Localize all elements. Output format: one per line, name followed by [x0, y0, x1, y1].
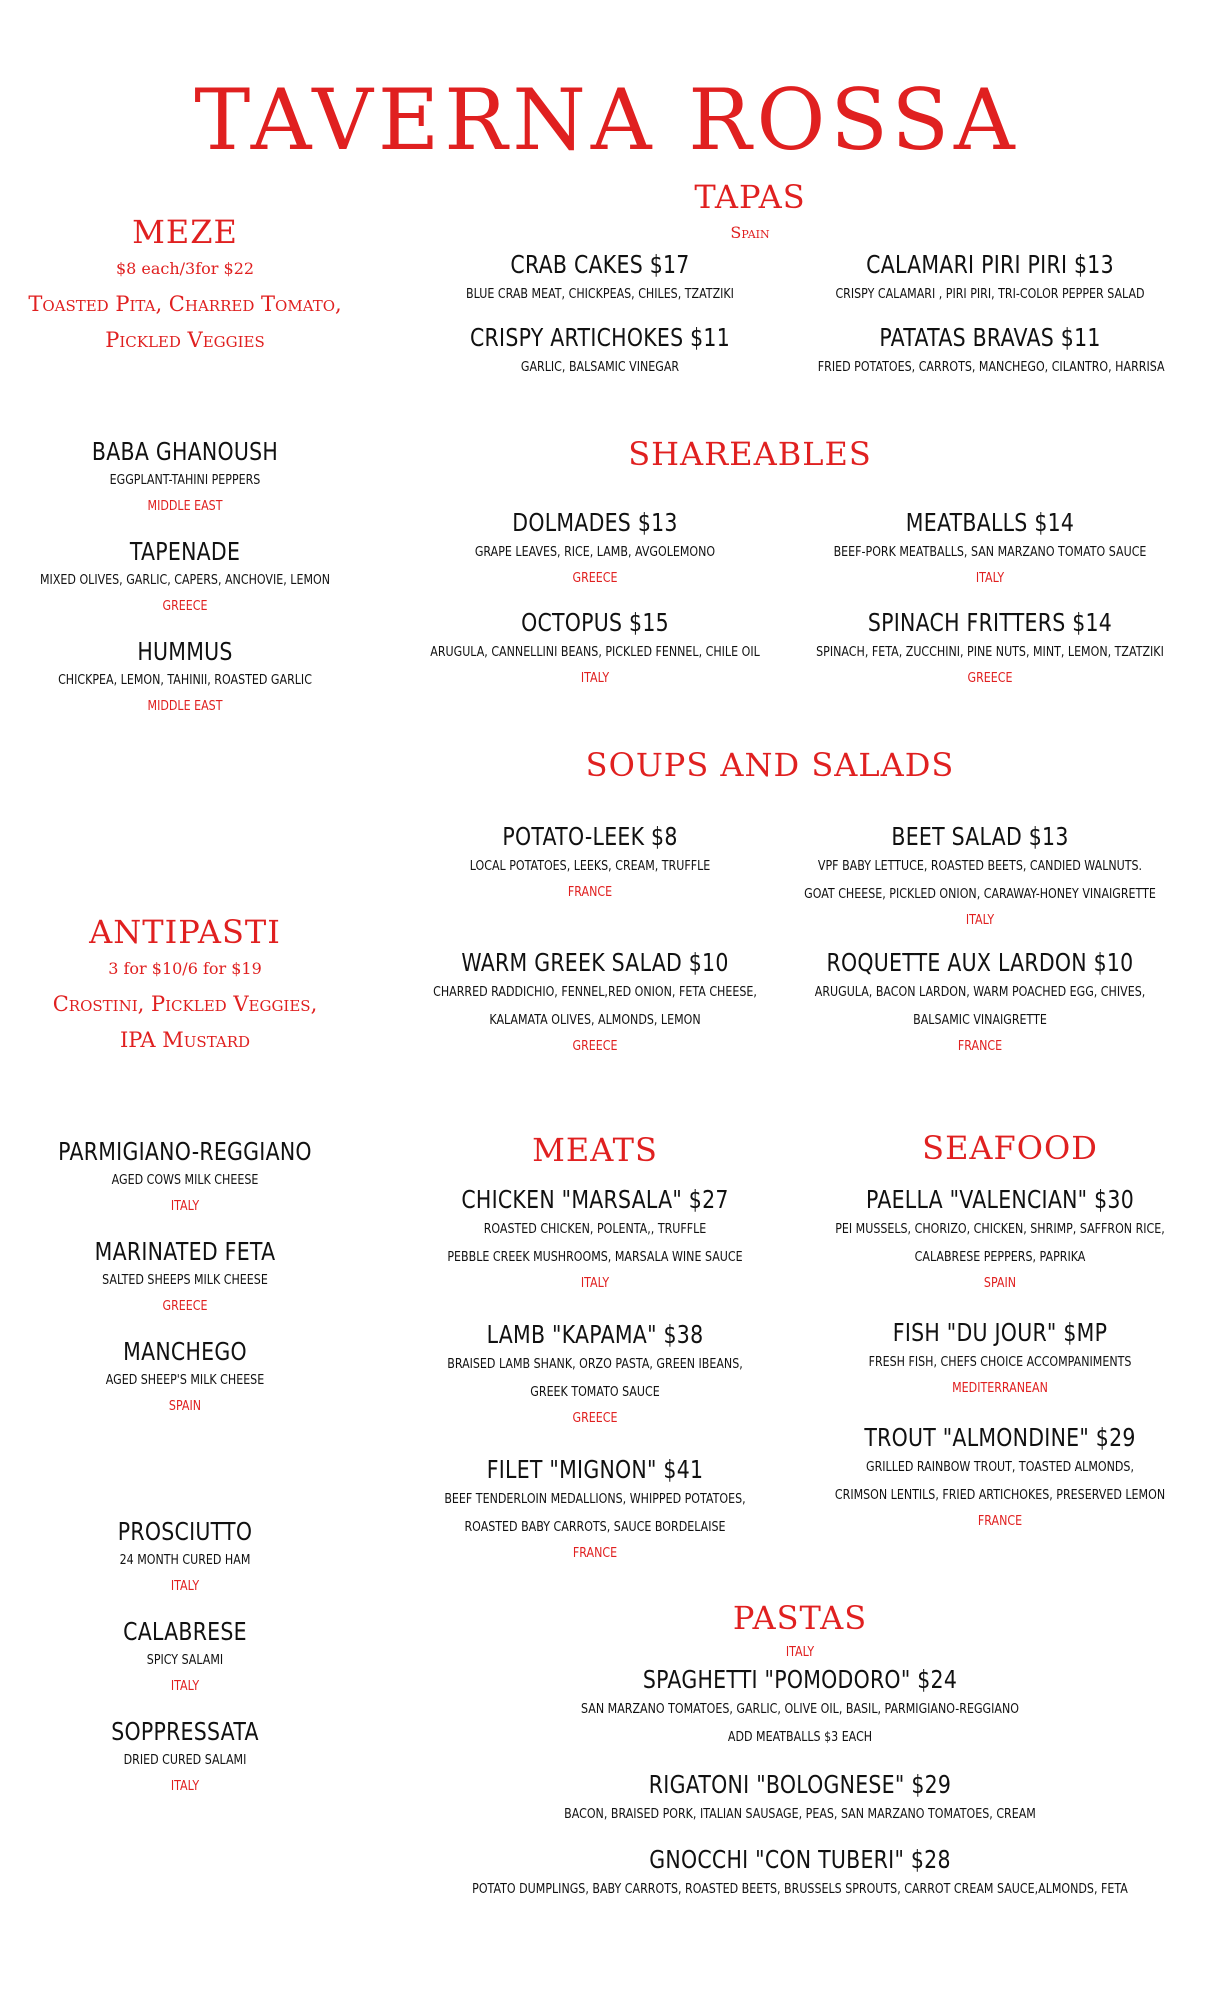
- item-description: CALABRESE PEPPERS, PAPRIKA: [914, 1249, 1086, 1265]
- item-origin: FRANCE: [957, 1038, 1003, 1054]
- item-origin: FRANCE: [567, 884, 613, 900]
- item-origin: GREECE: [967, 670, 1013, 686]
- item-description: FRIED POTATOES, CARROTS, MANCHEGO, CILANTRO, HARRISA: [817, 359, 1165, 375]
- item-origin: ITALY: [170, 1778, 200, 1794]
- meze-price: $8 each/3for $22: [115, 259, 255, 278]
- item-description: SPICY SALAMI: [146, 1652, 224, 1668]
- item-name: TAPENADE: [129, 537, 241, 566]
- item-name: HUMMUS: [137, 637, 233, 666]
- menu-item-spinach-fritters: [760, 608, 1214, 690]
- item-name: PROSCIUTTO: [117, 1517, 253, 1546]
- item-origin: ITALY: [580, 670, 610, 686]
- menu-item-spaghetti-pomodoro: [480, 1665, 1120, 1751]
- item-description: MIXED OLIVES, GARLIC, CAPERS, ANCHOVIE, LEMON: [40, 572, 330, 588]
- shareables-heading: SHAREABLES: [628, 435, 872, 473]
- menu-item-manchego: [0, 1337, 370, 1418]
- menu-item-beet-salad: [750, 822, 1210, 932]
- menu-item-gnocchi-con-tuberi: [400, 1845, 1200, 1903]
- menu-item-baba-ghanoush: [0, 437, 370, 518]
- item-origin: MEDITERRANEAN: [952, 1380, 1048, 1396]
- item-origin: FRANCE: [572, 1545, 618, 1561]
- item-name: CHICKEN "MARSALA" $27: [461, 1185, 729, 1214]
- item-origin: FRANCE: [977, 1513, 1023, 1529]
- item-origin: ITALY: [170, 1678, 200, 1694]
- item-name: GNOCCHI "CON TUBERI" $28: [649, 1845, 951, 1874]
- item-description: ROASTED CHICKEN, POLENTA,, TRUFFLE: [483, 1221, 707, 1237]
- item-description: SALTED SHEEPS MILK CHEESE: [102, 1272, 268, 1288]
- item-origin: ITALY: [975, 570, 1005, 586]
- item-origin: GREECE: [162, 598, 208, 614]
- item-description: CHICKPEA, LEMON, TAHINII, ROASTED GARLIC: [58, 672, 312, 688]
- item-origin: ITALY: [580, 1275, 610, 1291]
- item-description: VPF BABY LETTUCE, ROASTED BEETS, CANDIED WALNUTS.: [817, 858, 1143, 874]
- item-name: SOPPRESSATA: [111, 1717, 259, 1746]
- item-name: SPINACH FRITTERS $14: [867, 608, 1113, 637]
- item-name: PATATAS BRAVAS $11: [879, 323, 1101, 352]
- menu-item-hummus: [0, 637, 370, 718]
- item-description: DRIED CURED SALAMI: [123, 1752, 247, 1768]
- item-description: PEI MUSSELS, CHORIZO, CHICKEN, SHRIMP, SAFFRON RICE,: [835, 1221, 1165, 1237]
- item-description: GRILLED RAINBOW TROUT, TOASTED ALMONDS,: [866, 1459, 1134, 1475]
- item-description: BEEF TENDERLOIN MEDALLIONS, WHIPPED POTATOES,: [444, 1491, 746, 1507]
- item-origin: GREECE: [572, 1410, 618, 1426]
- item-description: GARLIC, BALSAMIC VINEGAR: [520, 359, 680, 375]
- item-name: POTATO-LEEK $8: [502, 822, 678, 851]
- item-name: BABA GHANOUSH: [91, 437, 279, 466]
- item-name: CRISPY ARTICHOKES $11: [469, 323, 730, 352]
- item-description: AGED COWS MILK CHEESE: [111, 1172, 259, 1188]
- item-origin: MIDDLE EAST: [147, 498, 223, 514]
- item-name: RIGATONI "BOLOGNESE" $29: [648, 1770, 952, 1799]
- menu-item-rigatoni-bolognese: [440, 1770, 1160, 1828]
- item-description: SAN MARZANO TOMATOES, GARLIC, OLIVE OIL, BASIL, PARMIGIANO-REGGIANO: [581, 1701, 1019, 1717]
- antipasti-served-line-1: Crostini, Pickled Veggies,: [52, 992, 318, 1016]
- soups-and-salads-heading: SOUPS AND SALADS: [585, 746, 955, 784]
- item-description: BALSAMIC VINAIGRETTE: [913, 1012, 1047, 1028]
- item-description: PEBBLE CREEK MUSHROOMS, MARSALA WINE SAUCE: [447, 1249, 743, 1265]
- item-origin: GREECE: [162, 1298, 208, 1314]
- item-description: ARUGULA, BACON LARDON, WARM POACHED EGG, CHIVES,: [814, 984, 1146, 1000]
- item-name: CALAMARI PIRI PIRI $13: [866, 250, 1114, 279]
- item-origin: GREECE: [572, 570, 618, 586]
- item-description: ARUGULA, CANNELLINI BEANS, PICKLED FENNEL, CHILE OIL: [430, 644, 760, 660]
- menu-item-paella-valencian: [770, 1185, 1214, 1295]
- item-name: OCTOPUS $15: [521, 608, 669, 637]
- menu-item-lamb-kapama: [375, 1320, 815, 1430]
- meze-heading: MEZE: [132, 213, 238, 251]
- item-name: MARINATED FETA: [94, 1237, 276, 1266]
- item-origin: MIDDLE EAST: [147, 698, 223, 714]
- pastas-origin: ITALY: [785, 1644, 815, 1660]
- item-description: CRISPY CALAMARI , PIRI PIRI, TRI-COLOR PEPPER SALAD: [835, 286, 1145, 302]
- tapas-heading: TAPAS: [694, 178, 806, 216]
- item-name: SPAGHETTI "POMODORO" $24: [642, 1665, 958, 1694]
- item-description: BRAISED LAMB SHANK, ORZO PASTA, GREEN IBEANS,: [447, 1356, 743, 1372]
- item-name: MEATBALLS $14: [905, 508, 1075, 537]
- menu-item-fish-du-jour: [770, 1318, 1214, 1400]
- menu-item-dolmades: [395, 508, 795, 590]
- item-origin: ITALY: [965, 912, 995, 928]
- item-description: POTATO DUMPLINGS, BABY CARROTS, ROASTED BEETS, BRUSSELS SPROUTS, CARROT CREAM SAUCE,ALMONDS, FETA: [472, 1881, 1128, 1897]
- menu-item-crispy-artichokes: [410, 323, 790, 381]
- menu-item-tapenade: [0, 537, 370, 618]
- item-origin: SPAIN: [168, 1398, 202, 1414]
- item-name: FILET "MIGNON" $41: [486, 1455, 704, 1484]
- item-name: WARM GREEK SALAD $10: [461, 948, 729, 977]
- restaurant-title: TAVERNA ROSSA: [194, 71, 1020, 169]
- item-description: 24 MONTH CURED HAM: [119, 1552, 251, 1568]
- menu-item-patatas-bravas: [780, 323, 1200, 381]
- item-description: BLUE CRAB MEAT, CHICKPEAS, CHILES, TZATZIKI: [466, 286, 734, 302]
- menu-item-calamari-piri-piri: [780, 250, 1200, 308]
- menu-item-calabrese: [0, 1617, 370, 1698]
- menu-item-octopus: [375, 608, 815, 690]
- meze-served-line-2: Pickled Veggies: [105, 328, 265, 352]
- item-description: BACON, BRAISED PORK, ITALIAN SAUSAGE, PEAS, SAN MARZANO TOMATOES, CREAM: [564, 1806, 1036, 1822]
- item-origin: ITALY: [170, 1198, 200, 1214]
- item-description: CHARRED RADDICHIO, FENNEL,RED ONION, FETA CHEESE,: [433, 984, 757, 1000]
- menu-item-marinated-feta: [0, 1237, 370, 1318]
- antipasti-served-line-2: IPA Mustard: [119, 1028, 251, 1052]
- antipasti-heading: ANTIPASTI: [89, 913, 281, 951]
- item-description: KALAMATA OLIVES, ALMONDS, LEMON: [489, 1012, 701, 1028]
- item-name: DOLMADES $13: [512, 508, 678, 537]
- item-description: ADD MEATBALLS $3 EACH: [727, 1729, 873, 1745]
- menu-item-soppressata: [0, 1717, 370, 1798]
- menu-item-roquette-aux-lardon: [750, 948, 1210, 1058]
- item-name: BEET SALAD $13: [891, 822, 1069, 851]
- menu-item-warm-greek-salad: [385, 948, 805, 1058]
- menu-item-crab-cakes: [410, 250, 790, 308]
- item-name: LAMB "KAPAMA" $38: [486, 1320, 704, 1349]
- item-name: CRAB CAKES $17: [510, 250, 690, 279]
- item-name: ROQUETTE AUX LARDON $10: [826, 948, 1134, 977]
- menu-item-filet-mignon: [375, 1455, 815, 1565]
- meats-heading: MEATS: [532, 1131, 658, 1169]
- antipasti-price: 3 for $10/6 for $19: [108, 959, 262, 978]
- item-description: LOCAL POTATOES, LEEKS, CREAM, TRUFFLE: [469, 858, 711, 874]
- item-description: EGGPLANT-TAHINI PEPPERS: [109, 472, 261, 488]
- item-name: PARMIGIANO-REGGIANO: [58, 1137, 312, 1166]
- menu-item-meatballs: [770, 508, 1210, 590]
- menu-item-trout-almondine: [770, 1423, 1214, 1533]
- item-name: FISH "DU JOUR" $MP: [892, 1318, 1108, 1347]
- item-description: GOAT CHEESE, PICKLED ONION, CARAWAY-HONEY VINAIGRETTE: [804, 886, 1156, 902]
- item-description: CRIMSON LENTILS, FRIED ARTICHOKES, PRESERVED LEMON: [834, 1487, 1166, 1503]
- item-name: PAELLA "VALENCIAN" $30: [866, 1185, 1134, 1214]
- menu-item-chicken-marsala: [375, 1185, 815, 1295]
- item-description: GRAPE LEAVES, RICE, LAMB, AVGOLEMONO: [474, 544, 716, 560]
- menu-item-parmigiano-reggiano: [0, 1137, 370, 1218]
- menu-item-prosciutto: [0, 1517, 370, 1598]
- item-origin: ITALY: [170, 1578, 200, 1594]
- item-description: ROASTED BABY CARROTS, SAUCE BORDELAISE: [464, 1519, 726, 1535]
- item-description: AGED SHEEP'S MILK CHEESE: [105, 1372, 265, 1388]
- item-name: CALABRESE: [123, 1617, 247, 1646]
- item-description: SPINACH, FETA, ZUCCHINI, PINE NUTS, MINT, LEMON, TZATZIKI: [816, 644, 1164, 660]
- menu-item-potato-leek: [390, 822, 790, 904]
- item-description: FRESH FISH, CHEFS CHOICE ACCOMPANIMENTS: [868, 1354, 1132, 1370]
- item-name: MANCHEGO: [123, 1337, 247, 1366]
- item-description: GREEK TOMATO SAUCE: [530, 1384, 660, 1400]
- tapas-origin: Spain: [730, 223, 770, 242]
- item-origin: GREECE: [572, 1038, 618, 1054]
- meze-served-line-1: Toasted Pita, Charred Tomato,: [28, 292, 342, 316]
- item-origin: SPAIN: [983, 1275, 1017, 1291]
- pastas-heading: PASTAS: [732, 1599, 868, 1637]
- seafood-heading: SEAFOOD: [922, 1129, 1098, 1167]
- item-name: TROUT "ALMONDINE" $29: [864, 1423, 1136, 1452]
- item-description: BEEF-PORK MEATBALLS, SAN MARZANO TOMATO SAUCE: [833, 544, 1147, 560]
